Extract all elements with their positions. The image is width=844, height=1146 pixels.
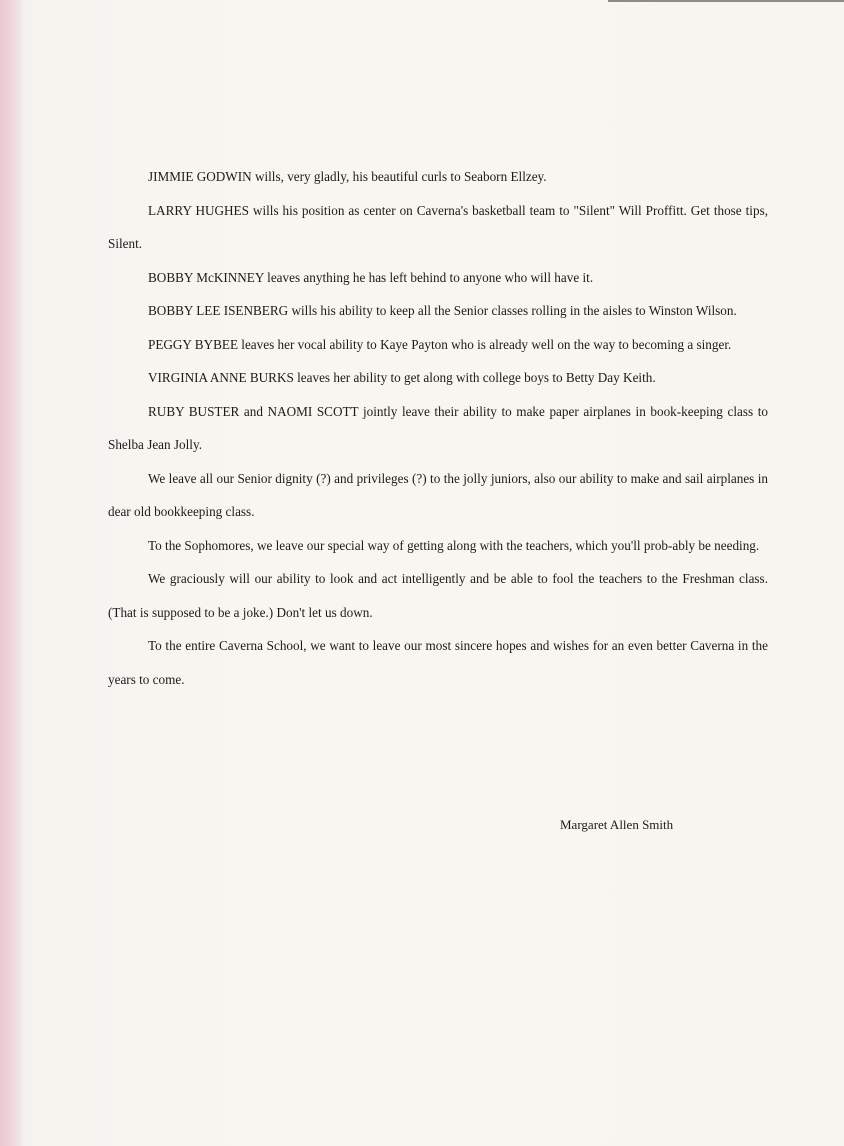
will-paragraph: RUBY BUSTER and NAOMI SCOTT jointly leave their ability to make paper airplanes in book-keeping class to Shelba Jean Jolly. [108,403,768,452]
will-paragraph: We graciously will our ability to look and act intelligently and be able to fool the teachers to the Freshman class. (That is supposed to be a joke.) Don't let us down. [108,571,768,620]
binding-edge [0,0,24,1146]
will-paragraph: To the Sophomores, we leave our special way of getting along with the teachers, which you'll prob-ably be needing. [148,537,760,553]
will-paragraph: BOBBY LEE ISENBERG wills his ability to keep all the Senior classes rolling in the aisles to Winston Wilson. [148,303,737,318]
will-paragraph: JIMMIE GODWIN wills, very gladly, his beautiful curls to Seaborn Ellzey. [148,169,547,184]
will-paragraph: LARRY HUGHES wills his position as center on Caverna's basketball team to "Silent" Will Proffitt. Get those tips, Silent. [108,202,768,251]
top-edge-rule [608,0,844,2]
will-paragraph: BOBBY McKINNEY leaves anything he has left behind to anyone who will have it. [148,269,594,285]
author-signature: Margaret Allen Smith [560,817,674,832]
will-paragraph: We leave all our Senior dignity (?) and privileges (?) to the jolly juniors, also our ability to make and sail airplanes in dear old bookkeeping class. [108,470,768,519]
will-paragraph: To the entire Caverna School, we want to leave our most sincere hopes and wishes for an even better Caverna in the years to come. [108,638,768,687]
class-will-text [108,160,768,696]
will-paragraph: PEGGY BYBEE leaves her vocal ability to Kaye Payton who is already well on the way to becoming a singer. [148,336,732,352]
will-paragraph: VIRGINIA ANNE BURKS leaves her ability to get along with college boys to Betty Day Keith. [148,370,656,385]
